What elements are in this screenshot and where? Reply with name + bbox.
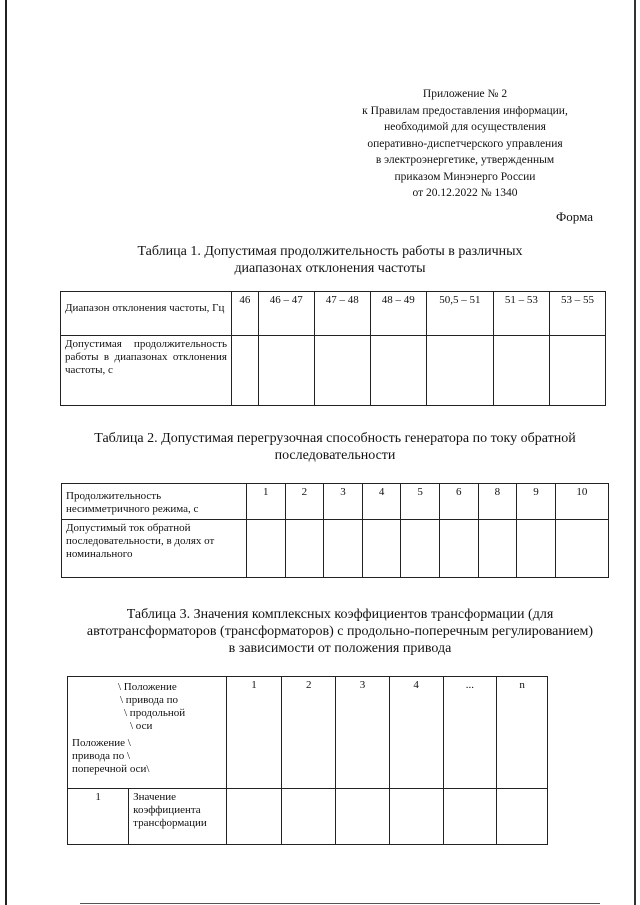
corner-text: \ оси [130,720,153,732]
appendix-line: от 20.12.2022 № 1340 [412,187,518,199]
table2-col-header: 5 [401,484,440,520]
corner-text: поперечной оси\ [72,763,150,775]
table3-caption [60,606,620,657]
table2-row2-header: Допустимый ток обратной последовательности, в долях от номинального [62,520,247,578]
table1-col-header: 48 – 49 [370,292,426,336]
table3-col-header: 2 [282,677,336,789]
table1-col-header: 50,5 – 51 [426,292,493,336]
table3-cell [389,789,443,845]
table3 [67,676,548,845]
table3-col-header: 1 [226,677,282,789]
page-edge-right [634,0,636,905]
appendix-line: необходимой для осуществления [384,121,546,133]
table1-col-header: 51 – 53 [493,292,549,336]
caption-line: Таблица 1. Допустимая продолжительность работы в различных [137,244,523,259]
table3-row-number: 1 [68,789,129,845]
table3-cell [282,789,336,845]
table2-cell [247,520,286,578]
table1-cell [370,336,426,406]
caption-line: в зависимости от положения привода [228,641,452,656]
appendix-header [330,86,600,202]
table2-cell [401,520,440,578]
table2-cell [478,520,517,578]
appendix-line: оперативно-диспетчерского управления [367,137,563,150]
table2-col-header: 2 [285,484,324,520]
caption-line: Таблица 2. Допустимая перегрузочная способность генератора по току обратной [94,431,576,446]
table2-col-header: 8 [478,484,517,520]
form-label: Форма [556,209,593,224]
table1-cell [426,336,493,406]
corner-text: \ привода по [120,694,178,706]
appendix-line: к Правилам предоставления информации, [362,104,568,117]
corner-text: привода по \ [72,750,130,762]
appendix-line: Приложение № 2 [422,88,508,100]
table2-cell [517,520,556,578]
appendix-line: в электроэнергетике, утвержденным [375,154,555,166]
table1-cell [493,336,549,406]
table3-col-header: ... [443,677,497,789]
table2-cell [324,520,363,578]
table1-caption [100,243,560,277]
table2-row1-header: Продолжительность несимметричного режима, с [62,484,247,520]
table1-col-header: 47 – 48 [314,292,370,336]
table2-cell [285,520,324,578]
table1-col-header: 46 – 47 [258,292,314,336]
table3-row-label: Значение коэффициента трансформации [129,789,227,845]
corner-text: \ продольной [124,707,186,719]
corner-text: Положение \ [72,737,131,749]
table2-caption [70,430,600,464]
caption-line: автотрансформаторов (трансформаторов) с продольно-поперечным регулированием) [86,624,594,639]
table2-col-header: 9 [517,484,556,520]
table2-cell [362,520,401,578]
table1-row2-header: Допустимая продолжительность работы в диапазонах отклонения частоты, с [61,336,232,406]
appendix-line: приказом Минэнерго России [394,170,536,183]
page-edge-left [5,0,7,905]
caption-line: последовательности [274,448,396,463]
table2-col-header: 6 [439,484,478,520]
table3-cell [443,789,497,845]
table2-col-header: 3 [324,484,363,520]
table1-cell [549,336,605,406]
table3-cell [226,789,282,845]
table1 [60,291,606,406]
table3-corner-header [68,677,227,789]
table3-col-header: 3 [336,677,390,789]
table2-cell [439,520,478,578]
table1-row1-header: Диапазон отклонения частоты, Гц [61,292,232,336]
table3-cell [336,789,390,845]
table1-cell [232,336,259,406]
table1-col-header: 46 [232,292,259,336]
table2-col-header: 1 [247,484,286,520]
table3-col-header: n [497,677,548,789]
table3-col-header: 4 [389,677,443,789]
table1-col-header: 53 – 55 [549,292,605,336]
caption-line: Таблица 3. Значения комплексных коэффициентов трансформации (для [126,607,554,622]
page-edge-bottom [80,903,600,904]
table3-cell [497,789,548,845]
table2-col-header: 10 [555,484,608,520]
table1-cell [258,336,314,406]
table2 [61,483,609,578]
corner-text: \ Положение [118,681,177,693]
table1-cell [314,336,370,406]
table2-col-header: 4 [362,484,401,520]
caption-line: диапазонах отклонения частоты [234,261,426,276]
table2-cell [555,520,608,578]
